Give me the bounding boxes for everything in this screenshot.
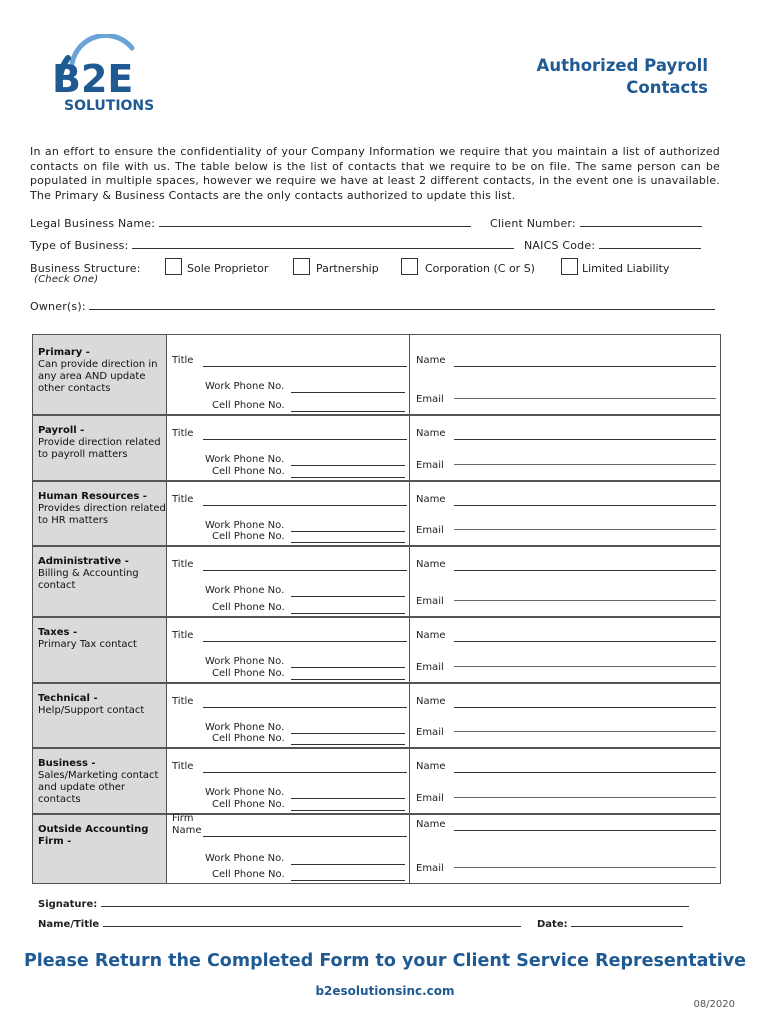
title-label: Title xyxy=(172,428,194,439)
name-input[interactable] xyxy=(454,366,716,367)
cell-phone-input[interactable] xyxy=(291,810,405,811)
name-label: Name xyxy=(416,494,446,505)
owners-field[interactable]: Owner(s): xyxy=(30,300,715,313)
contact-category-title: Business - xyxy=(38,758,96,769)
email-label: Email xyxy=(416,460,444,471)
name-input[interactable] xyxy=(454,641,716,642)
contact-category-title: Payroll - xyxy=(38,425,85,436)
work-phone-label: Work Phone No. xyxy=(205,585,285,596)
company-logo xyxy=(50,34,180,114)
contact-name-email-cell xyxy=(410,617,721,683)
contact-category-description: Sales/Marketing contact and update other contacts xyxy=(38,770,159,805)
contact-name-email-cell xyxy=(410,748,721,814)
limited-liability-checkbox[interactable] xyxy=(561,258,578,275)
title-input[interactable] xyxy=(203,772,407,773)
title-label: Title xyxy=(172,696,194,707)
name-label: Name xyxy=(416,696,446,707)
email-label: Email xyxy=(416,662,444,673)
email-label: Email xyxy=(416,394,444,405)
email-input[interactable] xyxy=(454,529,716,530)
email-input[interactable] xyxy=(454,464,716,465)
contact-row xyxy=(33,814,721,884)
title-label: Title xyxy=(172,355,194,366)
contact-row xyxy=(33,415,721,481)
contact-title-phone-cell xyxy=(167,481,410,546)
contact-category-cell xyxy=(33,617,167,683)
contact-category-title: Primary - xyxy=(38,347,90,358)
contact-category-description: Help/Support contact xyxy=(38,705,145,716)
contact-name-email-cell xyxy=(410,683,721,748)
client-number-field[interactable]: Client Number: xyxy=(490,217,702,230)
contact-category-description: Primary Tax contact xyxy=(38,639,137,650)
work-phone-label: Work Phone No. xyxy=(205,656,285,667)
footer-date: 08/2020 xyxy=(693,999,735,1010)
legal-business-name-field[interactable]: Legal Business Name: xyxy=(30,217,471,230)
contact-category-description: Can provide direction in any area AND update other contacts xyxy=(38,359,158,394)
footer-title: Please Return the Completed Form to your Client Service Representative xyxy=(23,951,747,971)
cell-phone-input[interactable] xyxy=(291,744,405,745)
cell-phone-input[interactable] xyxy=(291,477,405,478)
contact-title-phone-cell xyxy=(167,415,410,481)
contact-category-title: Technical - xyxy=(38,693,98,704)
contact-row xyxy=(33,481,721,546)
work-phone-input[interactable] xyxy=(291,733,405,734)
contact-title-phone-cell xyxy=(167,334,410,415)
contact-category-cell xyxy=(33,546,167,617)
name-label: Name xyxy=(416,559,446,570)
logo-letters: B2E xyxy=(52,57,134,101)
name-input[interactable] xyxy=(454,830,716,831)
title-input[interactable] xyxy=(203,641,407,642)
cell-phone-label: Cell Phone No. xyxy=(212,869,285,880)
cell-phone-input[interactable] xyxy=(291,613,405,614)
sole-proprietor-label: Sole Proprietor xyxy=(187,262,269,275)
email-label: Email xyxy=(416,596,444,607)
contact-category-description: Billing & Accounting contact xyxy=(38,568,139,591)
contact-category-title: Taxes - xyxy=(38,627,78,638)
email-label: Email xyxy=(416,727,444,738)
name-label: Name xyxy=(416,819,446,830)
contact-row xyxy=(33,748,721,814)
cell-phone-label: Cell Phone No. xyxy=(212,400,285,411)
limited-liability-label: Limited Liability xyxy=(582,262,670,275)
work-phone-input[interactable] xyxy=(291,392,405,393)
partnership-checkbox[interactable] xyxy=(293,258,310,275)
footer-url[interactable]: b2esolutionsinc.com xyxy=(315,984,455,998)
name-label: Name xyxy=(416,761,446,772)
date-field[interactable]: Date: xyxy=(537,919,683,930)
signature-field[interactable]: Signature: xyxy=(38,899,689,910)
contact-title-phone-cell xyxy=(167,546,410,617)
title-input[interactable] xyxy=(203,707,407,708)
email-input[interactable] xyxy=(454,731,716,732)
work-phone-input[interactable] xyxy=(291,596,405,597)
contact-name-email-cell xyxy=(410,546,721,617)
work-phone-label: Work Phone No. xyxy=(205,722,285,733)
title-input[interactable] xyxy=(203,439,407,440)
email-input[interactable] xyxy=(454,666,716,667)
contact-row xyxy=(33,546,721,617)
name-label: Name xyxy=(416,428,446,439)
contact-category-title: Human Resources - xyxy=(38,491,147,502)
cell-phone-label: Cell Phone No. xyxy=(212,733,285,744)
name-input[interactable] xyxy=(454,505,716,506)
naics-code-field[interactable]: NAICS Code: xyxy=(524,239,701,252)
firm-name-label: Name xyxy=(172,825,202,836)
name-input[interactable] xyxy=(454,707,716,708)
contact-title-phone-cell xyxy=(167,683,410,748)
work-phone-label: Work Phone No. xyxy=(205,454,285,465)
title-label: Title xyxy=(172,559,194,570)
email-input[interactable] xyxy=(454,398,716,399)
work-phone-input[interactable] xyxy=(291,864,405,865)
work-phone-input[interactable] xyxy=(291,798,405,799)
work-phone-label: Work Phone No. xyxy=(205,381,285,392)
cell-phone-input[interactable] xyxy=(291,679,405,680)
logo-subtext: SOLUTIONS xyxy=(64,98,155,114)
contact-row xyxy=(33,683,721,748)
email-input[interactable] xyxy=(454,867,716,868)
name-input[interactable] xyxy=(454,772,716,773)
firm-name-input[interactable] xyxy=(203,836,407,837)
work-phone-label: Work Phone No. xyxy=(205,787,285,798)
contact-title-phone-cell xyxy=(167,617,410,683)
contact-category-title: Outside Accounting Firm - xyxy=(38,824,149,847)
name-input[interactable] xyxy=(454,439,716,440)
cell-phone-label: Cell Phone No. xyxy=(212,602,285,613)
corporation-label: Corporation (C or S) xyxy=(425,262,535,275)
firm-label: Firm xyxy=(172,813,194,824)
title-label: Title xyxy=(172,630,194,641)
contact-category-description: Provides direction related to HR matters xyxy=(38,503,166,526)
cell-phone-input[interactable] xyxy=(291,542,405,543)
email-input[interactable] xyxy=(454,797,716,798)
contact-category-cell xyxy=(33,748,167,814)
contact-category-cell xyxy=(33,415,167,481)
contact-row xyxy=(33,334,721,415)
title-label: Title xyxy=(172,761,194,772)
contact-title-phone-cell xyxy=(167,748,410,814)
email-label: Email xyxy=(416,793,444,804)
work-phone-input[interactable] xyxy=(291,531,405,532)
name-title-field[interactable]: Name/Title xyxy=(38,919,521,930)
type-of-business-field[interactable]: Type of Business: xyxy=(30,239,514,252)
cell-phone-label: Cell Phone No. xyxy=(212,531,285,542)
partnership-label: Partnership xyxy=(316,262,379,275)
work-phone-input[interactable] xyxy=(291,667,405,668)
contact-category-cell xyxy=(33,814,167,884)
business-structure-label: Business Structure: xyxy=(30,262,141,275)
work-phone-input[interactable] xyxy=(291,465,405,466)
contact-row xyxy=(33,617,721,683)
contact-category-cell xyxy=(33,481,167,546)
intro-paragraph: In an effort to ensure the confidentiality of your Company Information we require that you maintain a list of authorized contacts on file with us. The table below is the list of contacts that we require to be on file. The same person can be populated in multiple spaces, however we require we have at least 2 different contacts, in the event one is unavailable. The Primary & Business Contacts are the only contacts authorized to update this list. xyxy=(30,145,720,202)
contacts-table xyxy=(32,334,720,884)
email-input[interactable] xyxy=(454,600,716,601)
contact-category-description: Provide direction related to payroll matters xyxy=(38,437,161,460)
cell-phone-label: Cell Phone No. xyxy=(212,466,285,477)
contact-name-email-cell xyxy=(410,334,721,415)
contact-category-cell xyxy=(33,683,167,748)
cell-phone-input[interactable] xyxy=(291,880,405,881)
check-one-label: (Check One) xyxy=(34,274,99,285)
email-label: Email xyxy=(416,863,444,874)
work-phone-label: Work Phone No. xyxy=(205,853,285,864)
contact-name-email-cell xyxy=(410,415,721,481)
corporation-checkbox[interactable] xyxy=(401,258,418,275)
cell-phone-label: Cell Phone No. xyxy=(212,799,285,810)
title-input[interactable] xyxy=(203,570,407,571)
contact-name-email-cell xyxy=(410,814,721,884)
name-label: Name xyxy=(416,630,446,641)
page-title: Authorized Payroll Contacts xyxy=(536,56,708,97)
contact-name-email-cell xyxy=(410,481,721,546)
name-label: Name xyxy=(416,355,446,366)
title-input[interactable] xyxy=(203,366,407,367)
work-phone-label: Work Phone No. xyxy=(205,520,285,531)
title-label: Title xyxy=(172,494,194,505)
contact-title-phone-cell xyxy=(167,814,410,884)
cell-phone-label: Cell Phone No. xyxy=(212,668,285,679)
contact-category-title: Administrative - xyxy=(38,556,129,567)
name-input[interactable] xyxy=(454,570,716,571)
title-input[interactable] xyxy=(203,505,407,506)
sole-proprietor-checkbox[interactable] xyxy=(165,258,182,275)
cell-phone-input[interactable] xyxy=(291,411,405,412)
email-label: Email xyxy=(416,525,444,536)
contact-category-cell xyxy=(33,334,167,415)
